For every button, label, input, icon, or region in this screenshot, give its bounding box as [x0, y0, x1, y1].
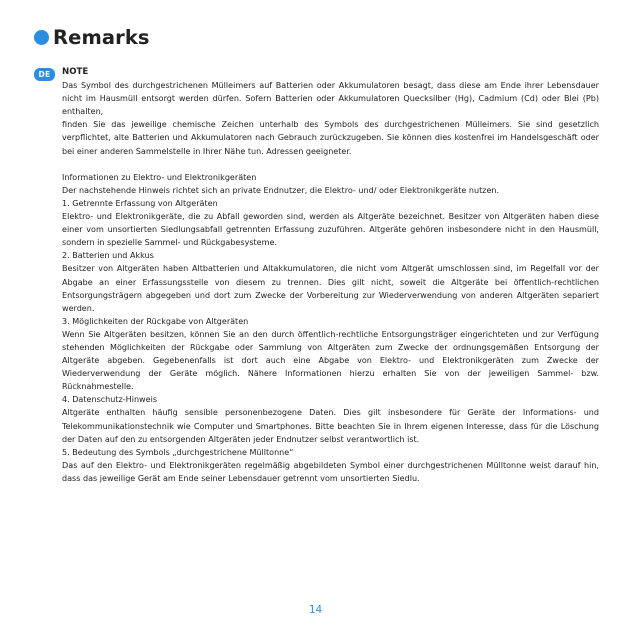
page-title: Remarks [53, 26, 150, 49]
section-5-text: Das auf den Elektro- und Elektronikgeräten regelmäßig abgebildeten Symbol einer durchgestrichenen Mülltonne weist darauf hin, dass das jeweilige Gerät am Ende seiner Lebensdauer getrennt vom unsortierten Siedlu. [62, 460, 599, 483]
note-paragraph-1: Das Symbol des durchgestrichenen Mülleimers auf Batterien oder Akkumulatoren besagt, dass diese am Ende ihrer Lebensdauer nicht im Hausmüll entsorgt werden dürfen. Sofern Batterien oder Akkumulatoren Quecksilber (Hg), Cadmium (Cd) oder Blei (Pb) enthalten, [62, 81, 599, 117]
info-intro: Der nachstehende Hinweis richtet sich an private Endnutzer, die Elektro- und/ oder Elektronikgeräte nutzen. [62, 185, 500, 195]
note-paragraph-2: finden Sie das jeweilige chemische Zeichen unterhalb des Symbols des durchgestrichenen Mülleimers. Sie sind gesetzlich verpflichtet, alte Batterien und Akkumulatoren nach Gebrauch zurückzugeben. Sie können dies kostenfrei im Handelsgeschäft oder bei einer anderen Sammelstelle in Ihrer Nähe tun. Adressen geeigneter. [62, 120, 599, 156]
section-5-title: 5. Bedeutung des Symbols „durchgestrichene Mülltonne“ [62, 447, 294, 457]
page-number: 14 [308, 604, 323, 616]
spacer [62, 158, 599, 171]
section-1-title: 1. Getrennte Erfassung von Altgeräten [62, 198, 218, 208]
section-4-title: 4. Datenschutz-Hinweis [62, 395, 158, 405]
section-1-text: Elektro- und Elektronikgeräte, die zu Abfall geworden sind, werden als Altgeräte bezeichnet. Besitzer von Altgeräten haben diese einer vom unsortierten Siedlungsabfall getrennten Erfassung zuzuführen. Altgeräte gehören insbesondere nicht in den Hausmüll, sondern in spezielle Sammel- und Rückgabesysteme. [62, 212, 599, 248]
section-2-text: Besitzer von Altgeräten haben Altbatterien und Altakkumulatoren, die nicht vom Altgerät umschlossen sind, im Regelfall vor der Abgabe an einer Erfassungsstelle von diesem zu trennen. Dies gilt nicht, soweit die Altgeräte bei öffentlich-rechtlichen Entsorgungsträgern abgegeben und dort zum Zwecke der Vorbereitung zur Wiederverwendung von anderen Altgeräten separiert werden. [62, 264, 599, 313]
remarks-content [62, 66, 599, 485]
section-4-text: Altgeräte enthalten häufig sensible personenbezogene Daten. Dies gilt insbesondere für Geräte der Informations- und Telekommunikationstechnik wie Computer und Smartphones. Bitte beachten Sie in Ihrem eigenen Interesse, dass für die Löschung der Daten auf den zu entsorgenden Altgeräten jeder Endnutzer selbst verantwortlich ist. [62, 408, 599, 444]
language-badge: DE [34, 68, 55, 81]
bullet-dot-icon [34, 30, 49, 45]
section-3-text: Wenn Sie Altgeräten besitzen, können Sie an den durch öffentlich-rechtliche Entsorgungsträger eingerichteten und zur Verfügung stehenden Möglichkeiten der Rückgabe oder Sammlung von Altgeräten zum Zwecke der ordnungsgemäßen Entsorgung der Altgeräte abgeben. Gegebenenfalls ist dort auch eine Abgabe von Elektro- und Elektronikgeräten zum Zwecke der Wiederverwendung der Geräte möglich. Nähere Informationen hierzu erhalten Sie von der jeweiligen Sammel- bzw. Rücknahmestelle. [62, 329, 599, 392]
section-2-title: 2. Batterien und Akkus [62, 251, 154, 261]
note-label: NOTE [62, 67, 89, 77]
page-header [34, 26, 150, 49]
info-heading: Informationen zu Elektro- und Elektronikgeräten [62, 172, 257, 182]
section-3-title: 3. Möglichkeiten der Rückgabe von Altgeräten [62, 316, 249, 326]
